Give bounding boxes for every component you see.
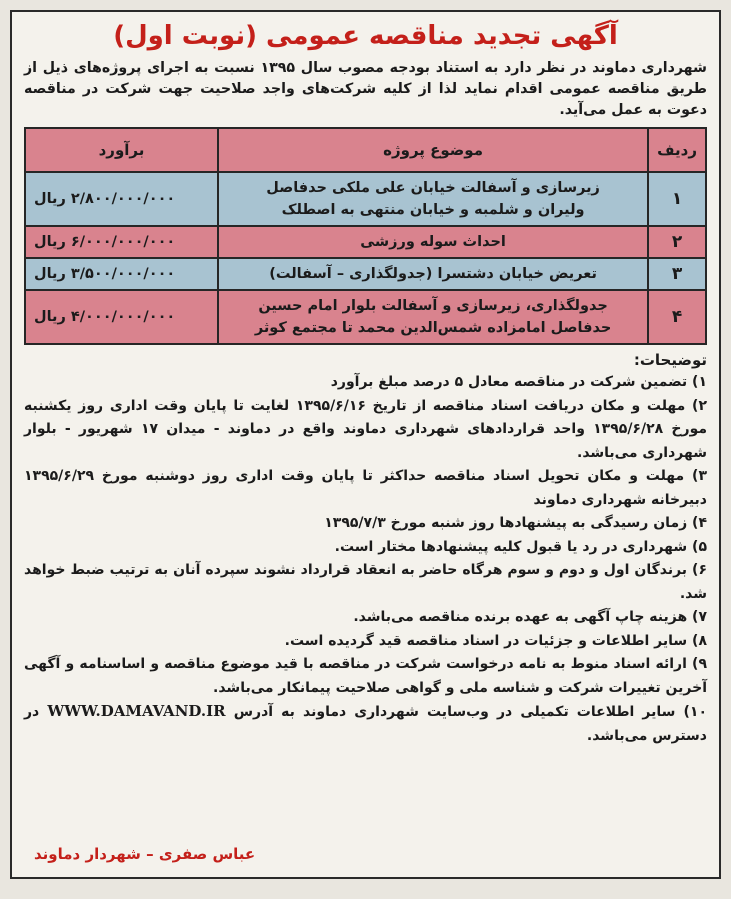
header-subject: موضوع پروژه [218,128,648,172]
table-row [25,172,706,226]
row-number: ۳ [648,258,706,290]
note-item: ۴) زمان رسیدگی به پیشنهادها روز شنبه مورخ ۱۳۹۵/۷/۳ [324,515,707,531]
note-item: ۳) مهلت و مکان تحویل اسناد مناقصه حداکثر تا پایان وقت اداری روز دوشنبه مورخ ۱۳۹۵/۶/۲۹ دبیرخانه شهرداری دماوند [24,468,707,508]
row-number: ۱ [648,172,706,226]
table-header-row [25,128,706,172]
website-link[interactable]: WWW.DAMAVAND.IR [47,702,226,720]
subject-line: زیرسازی و آسفالت خیابان علی ملکی حدفاصل [266,180,600,196]
row-estimate: ۶/۰۰۰/۰۰۰/۰۰۰ ریال [25,226,218,258]
note-item: ۱) تضمین شرکت در مناقصه معادل ۵ درصد مبلغ برآورد [330,374,707,390]
table-row [25,258,706,290]
note-item: ۹) ارائه اسناد منوط به نامه درخواست شرکت در مناقصه با قید موضوع مناقصه و اساسنامه و آگهی آخرین تغییرات شرکت و شناسه ملی و گواهی صلاحیت پیمانکار می‌باشد. [24,656,707,696]
header-estimate: برآورد [25,128,218,172]
table-row [25,226,706,258]
header-row-number: ردیف [648,128,706,172]
row-subject [218,172,648,226]
notes-heading: توضیحات: [633,351,707,369]
note-item: ۷) هزینه چاپ آگهی به عهده برنده مناقصه می‌باشد. [353,609,707,625]
notice-title: آگهی تجدید مناقصه عمومی (نوبت اول) [113,21,618,51]
row-subject [218,290,648,344]
subject-line: جدولگذاری، زیرسازی و آسفالت بلوار امام حسین [258,298,608,314]
row-subject: احداث سوله ورزشی [218,226,648,258]
note-item: ۵) شهرداری در رد یا قبول کلیه پیشنهادها مختار است. [334,538,707,555]
note-item: ۸) سایر اطلاعات و جزئیات در اسناد مناقصه قید گردیده است. [284,632,707,649]
note-10-suffix: در دسترس می‌باشد. [24,704,707,744]
row-estimate: ۴/۰۰۰/۰۰۰/۰۰۰ ریال [25,290,218,344]
table-row [25,290,706,344]
row-estimate: ۲/۸۰۰/۰۰۰/۰۰۰ ریال [25,172,218,226]
subject-line: حدفاصل امامزاده شمس‌الدین محمد تا مجتمع کوثر [254,320,612,336]
note-item: ۲) مهلت و مکان دریافت اسناد مناقصه از تاریخ ۱۳۹۵/۶/۱۶ لغایت تا پایان وقت اداری روز یکشنبه مورخ ۱۳۹۵/۶/۲۸ واحد قراردادهای شهرداری دماوند واقع در دماوند - میدان ۱۷ شهریور - بلوار شهرداری می‌باشد. [24,397,708,461]
row-subject: تعریض خیابان دشتسرا (جدولگذاری – آسفالت) [218,258,648,290]
note-item-website [24,700,707,748]
note-10-prefix: ۱۰) سایر اطلاعات تکمیلی در وب‌سایت شهرداری دماوند به آدرس [233,704,708,720]
subject-line: ولیران و شلمبه و خیابان منتهی به اصطلک [281,202,585,218]
note-item: ۶) برندگان اول و دوم و سوم هرگاه حاضر به انعقاد قرارداد نشوند سپرده آنان به ترتیب ضبط خواهد شد. [24,562,707,602]
notice-intro: شهرداری دماوند در نظر دارد به استناد بودجه مصوب سال ۱۳۹۵ نسبت به اجرای پروژه‌های ذیل از طریق مناقصه عمومی اقدام نماید لذا از کلیه شرکت‌های واجد صلاحیت جهت شرکت در مناقصه دعوت به عمل می‌آید. [24,60,707,118]
row-estimate: ۳/۵۰۰/۰۰۰/۰۰۰ ریال [25,258,218,290]
signature: عباس صفری – شهردار دماوند [34,845,256,863]
tender-notice [10,10,721,879]
row-number: ۴ [648,290,706,344]
row-number: ۲ [648,226,706,258]
projects-table [24,127,707,345]
notes-list [24,371,707,748]
